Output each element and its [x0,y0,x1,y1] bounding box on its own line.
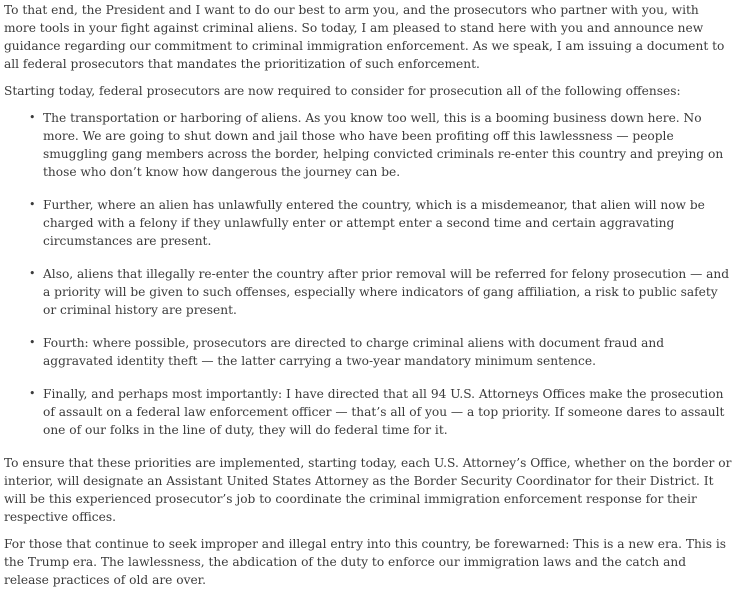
implementation-paragraph: To ensure that these priorities are implemented, starting today, each U.S. Attorney’s Office, whether on the border or interior, will designate an Assistant United States Attorney as the Border Security Coordinator for their District. It will be this experienced prosecutor’s job to coordinate the criminal immigration enforcement response for their respective offices. [4,456,732,524]
list-item [29,334,732,370]
bullet-icon: • [29,267,36,280]
bullet-icon: • [29,111,36,124]
list-item-text: Further, where an alien has unlawfully entered the country, which is a misdemeanor, that alien will now be charged with a felony if they unlawfully enter or attempt enter a second time and certain aggravating circumstances are present. [43,198,705,248]
list-item-text: Finally, and perhaps most importantly: I have directed that all 94 U.S. Attorneys Offices make the prosecution of assault on a federal law enforcement officer — that’s all of you — a top priority. If someone dares to assault one of our folks in the line of duty, they will do federal time for it. [43,387,725,437]
lead-in-paragraph: Starting today, federal prosecutors are now required to consider for prosecution all of the following offenses: [4,84,681,98]
list-item [29,385,732,439]
offenses-list [4,109,732,439]
bullet-icon: • [29,387,36,400]
list-item [29,265,732,319]
list-item [29,109,732,181]
list-item [29,196,732,250]
list-item-text: Fourth: where possible, prosecutors are directed to charge criminal aliens with document fraud and aggravated identity theft — the latter carrying a two-year mandatory minimum sentence. [43,336,665,368]
bullet-icon: • [29,336,36,349]
bullet-icon: • [29,198,36,211]
list-item-text: The transportation or harboring of aliens. As you know too well, this is a booming business down here. No more. We are going to shut down and jail those who have been profiting off this lawlessness — people smuggling gang members across the border, helping convicted criminals re-enter this country and preying on those who don’t know how dangerous the journey can be. [43,111,724,179]
intro-paragraph: To that end, the President and I want to do our best to arm you, and the prosecutors who partner with you, with more tools in your fight against criminal aliens. So today, I am pleased to stand here with you and announce new guidance regarding our commitment to criminal immigration enforcement. As we speak, I am issuing a document to all federal prosecutors that mandates the prioritization of such enforcement. [4,3,725,71]
list-item-text: Also, aliens that illegally re-enter the country after prior removal will be referred for felony prosecution — and a priority will be given to such offenses, especially where indicators of gang affiliation, a risk to public safety or criminal history are present. [43,267,730,317]
closing-paragraph: For those that continue to seek improper and illegal entry into this country, be forewarned: This is a new era. This is the Trump era. The lawlessness, the abdication of the duty to enforce our immigration laws and the catch and release practices of old are over. [4,537,727,587]
